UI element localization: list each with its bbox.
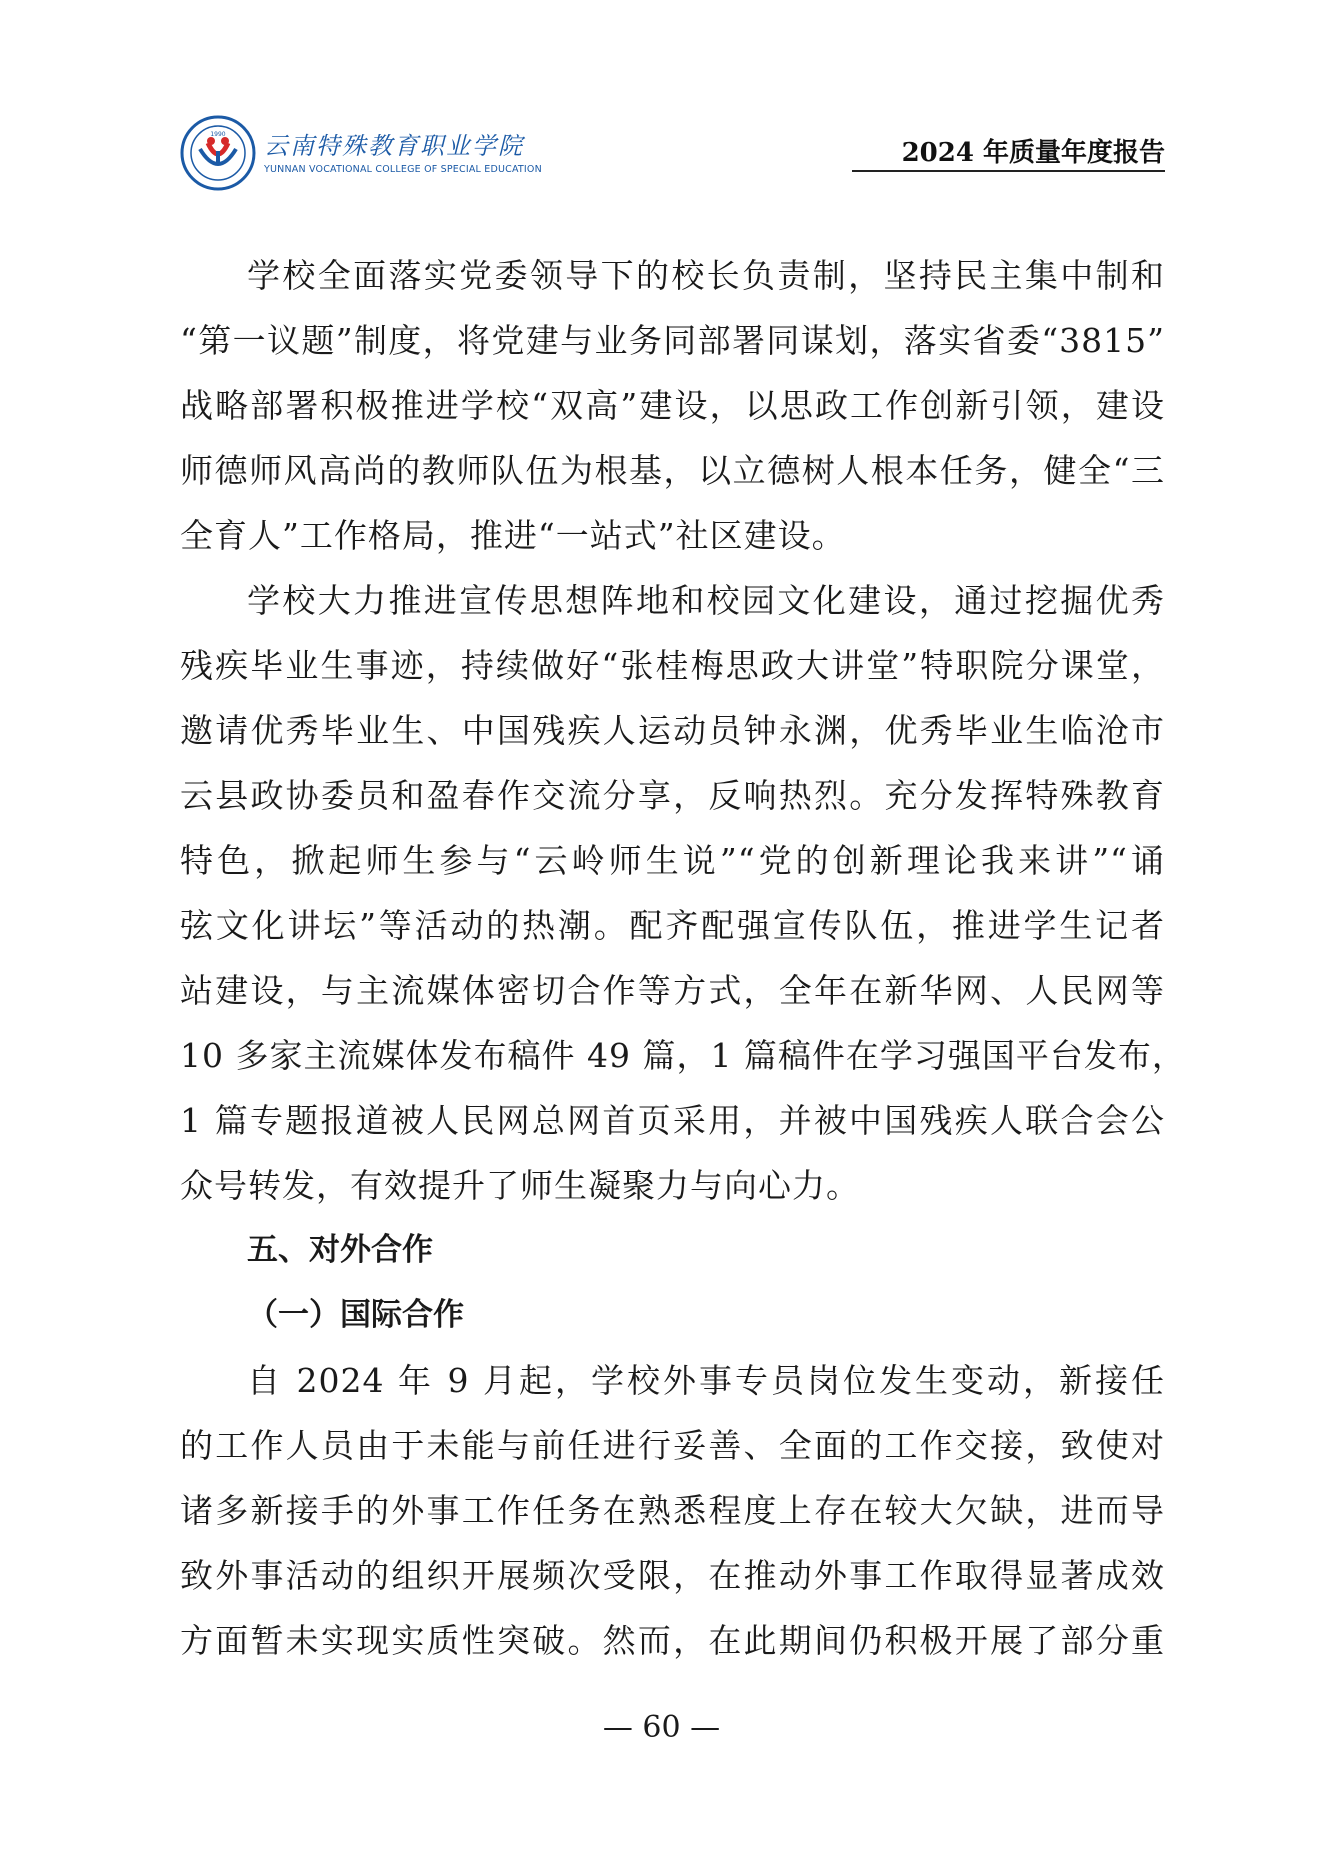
paragraph-party-leadership [180,243,1165,568]
page-content [180,243,1186,1673]
subsection-heading: （一）国际合作 [247,1297,464,1333]
text-line: 10 多家主流媒体发布稿件 49 篇，1 篇稿件在学习强国平台发布， [180,1036,1186,1075]
paragraph-publicity [180,568,1186,1218]
text-line: 特色，掀起师生参与“云岭师生说”“党的创新理论我来讲”“诵 [180,841,1165,880]
college-seal-icon [180,115,256,191]
logo-chinese-name: 云南特殊教育职业学院 [264,132,524,160]
text-line: 1 篇专题报道被人民网总网首页采用，并被中国残疾人联合会公 [180,1101,1165,1140]
page-number: — 60 — [602,1710,721,1745]
text-line: 众号转发，有效提升了师生凝聚力与向心力。 [180,1166,860,1205]
logo-english-name: YUNNAN VOCATIONAL COLLEGE OF SPECIAL EDUCATION [264,164,542,175]
text-line: 邀请优秀毕业生、中国残疾人运动员钟永渊，优秀毕业生临沧市 [180,711,1165,750]
text-line: 学校全面落实党委领导下的校长负责制，坚持民主集中制和 [247,256,1165,295]
svg-text:1990: 1990 [210,131,226,138]
college-logo [180,115,542,191]
header-divider [852,170,1165,172]
text-line: 弦文化讲坛”等活动的热潮。配齐配强宣传队伍，推进学生记者 [180,906,1165,945]
text-line: 自 2024 年 9 月起，学校外事专员岗位发生变动，新接任 [247,1361,1165,1400]
text-line: 全育人”工作格局，推进“一站式”社区建设。 [180,516,846,555]
text-line: 残疾毕业生事迹，持续做好“张桂梅思政大讲堂”特职院分课堂， [180,646,1165,685]
page-header [180,110,1165,200]
report-title: 2024 年质量年度报告 [901,138,1165,168]
section-heading: 五、对外合作 [247,1232,433,1268]
text-line: “第一议题”制度，将党建与业务同部署同谋划，落实省委“3815” [180,321,1165,360]
paragraph-international-cooperation [180,1348,1165,1673]
text-line: 站建设，与主流媒体密切合作等方式，全年在新华网、人民网等 [180,971,1165,1010]
text-line: 学校大力推进宣传思想阵地和校园文化建设，通过挖掘优秀 [247,581,1165,620]
text-line: 方面暂未实现实质性突破。然而，在此期间仍积极开展了部分重 [180,1621,1165,1660]
text-line: 师德师风高尚的教师队伍为根基，以立德树人根本任务，健全“三 [180,451,1165,490]
text-line: 诸多新接手的外事工作任务在熟悉程度上存在较大欠缺，进而导 [180,1491,1165,1530]
text-line: 云县政协委员和盈春作交流分享，反响热烈。充分发挥特殊教育 [180,776,1165,815]
text-line: 的工作人员由于未能与前任进行妥善、全面的工作交接，致使对 [180,1426,1165,1465]
text-line: 战略部署积极推进学校“双高”建设，以思政工作创新引领，建设 [180,386,1165,425]
text-line: 致外事活动的组织开展频次受限，在推动外事工作取得显著成效 [180,1556,1165,1595]
